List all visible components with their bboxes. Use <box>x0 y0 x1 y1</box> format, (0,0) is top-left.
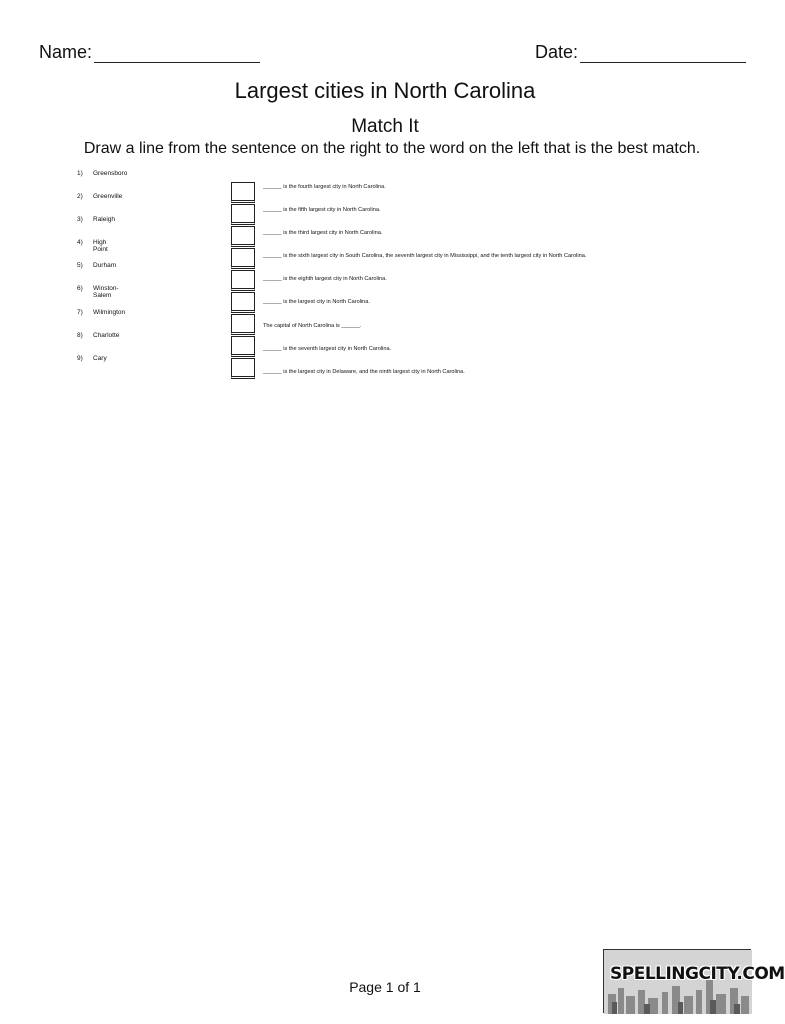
answer-box[interactable] <box>231 292 255 313</box>
word-number: 6) <box>77 285 83 293</box>
answer-box[interactable] <box>231 314 255 335</box>
word-number: 7) <box>77 308 83 316</box>
word-number: 4) <box>77 239 83 247</box>
word-number: 9) <box>77 354 83 362</box>
answer-box[interactable] <box>231 358 255 379</box>
sentence-item: The capital of North Carolina is ______. <box>263 322 362 329</box>
word-number: 2) <box>77 193 83 201</box>
answer-box[interactable] <box>231 270 255 291</box>
page-subtitle: Match It <box>351 116 419 137</box>
sentence-item: ______ is the largest city in Delaware, and the ninth largest city in North Carolina. <box>263 368 465 375</box>
instructions: Draw a line from the sentence on the right to the word on the left that is the best match. <box>83 140 701 157</box>
word-text: Winston-Salem <box>93 285 119 300</box>
sentence-item: ______ is the fourth largest city in North Carolina. <box>263 184 386 190</box>
page-number: Page 1 of 1 <box>349 979 421 995</box>
date-blank-line <box>580 46 746 63</box>
date-field <box>535 42 746 63</box>
word-number: 1) <box>77 170 83 177</box>
word-text: Raleigh <box>93 216 116 224</box>
name-label: Name: <box>39 42 93 62</box>
answer-box[interactable] <box>231 226 255 247</box>
header-row <box>39 42 746 68</box>
sentence-item: ______ is the fifth largest city in North Carolina. <box>263 207 381 214</box>
spellingcity-logo <box>603 949 785 1013</box>
word-number: 8) <box>77 331 83 339</box>
sentence-item: ______ is the eighth largest city in North Carolina. <box>263 276 387 283</box>
sentence-item: ______ is the sixth largest city in South Carolina, the seventh largest city in Mississippi, and the tenth largest city in North Carolina. <box>263 253 587 260</box>
word-text: Cary <box>93 354 107 362</box>
answer-box[interactable] <box>231 336 255 357</box>
sentence-item: ______ is the third largest city in North Carolina. <box>263 230 383 237</box>
answer-box[interactable] <box>231 204 255 225</box>
word-text: Charlotte <box>93 331 120 339</box>
word-text: Durham <box>93 262 117 270</box>
answer-box[interactable] <box>231 182 255 203</box>
word-text: High Point <box>93 239 108 254</box>
word-number: 5) <box>77 262 83 270</box>
date-label: Date: <box>534 42 578 62</box>
name-field <box>39 42 260 63</box>
logo-text: SPELLINGCITY.COM <box>610 964 785 984</box>
name-blank-line <box>94 46 260 63</box>
sentence-item: ______ is the seventh largest city in North Carolina. <box>263 345 392 352</box>
word-text: Greenville <box>93 193 123 201</box>
answer-box[interactable] <box>231 248 255 269</box>
word-text: Greensboro <box>93 170 128 177</box>
word-text: Wilmington <box>93 308 126 316</box>
sentence-list <box>263 184 753 392</box>
word-number: 3) <box>77 216 83 224</box>
answer-box-column <box>231 182 256 380</box>
sentence-item: ______ is the largest city in North Carolina. <box>263 299 370 306</box>
page-title: Largest cities in North Carolina <box>234 78 536 103</box>
